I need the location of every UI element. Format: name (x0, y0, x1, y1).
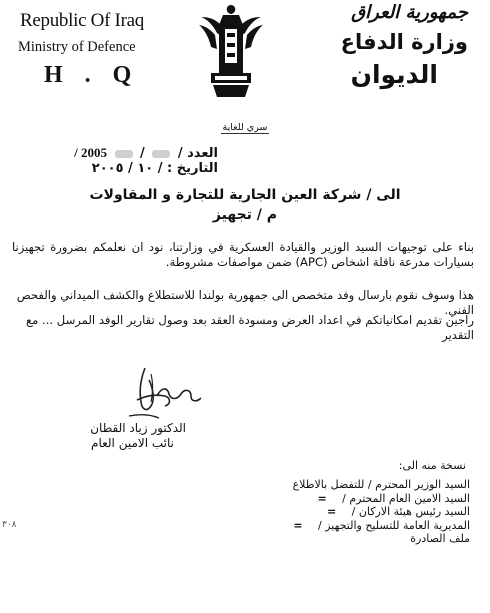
classification-text: سري للغاية (222, 122, 268, 133)
ar-office-name: الديوان (350, 60, 438, 89)
cc-item-label: المديرية العامة للتسليح والتجهيز / (318, 518, 470, 532)
body-paragraph-1: بناء على توجيهات السيد الوزير والقيادة العسكرية في وزارتنا، نود ان نعلمكم بضرورة تجهيزنا بسيارات مدرعة ناقلة اشخاص (APC) ضمن مواصفات مشروطة. (12, 240, 474, 269)
redaction-mark (115, 150, 133, 158)
cc-item (278, 505, 470, 519)
cc-heading: نسخة منه الى: (398, 459, 466, 472)
cc-list (278, 478, 470, 546)
cc-item-mark: = (293, 518, 303, 532)
body-paragraph-3: راجين تقديم امكانياتكم في اعداد العرض ومسودة العقد بعد وصول تقارير الوفد المرسل ... مع التقدير (25, 313, 474, 342)
cc-item (278, 519, 470, 533)
reference-year: 2005 / (74, 145, 107, 160)
cc-item-label: السيد الوزير المحترم / للتفضل بالاطلاع (292, 478, 470, 491)
ar-country-name: جمهورية العراق (351, 2, 468, 23)
reference-number (74, 145, 218, 161)
cc-item-label: السيد رئيس هيئة الاركان / (351, 505, 470, 518)
signatory-name: الدكتور زياد القطان (90, 421, 186, 435)
cc-item (278, 492, 470, 506)
classification-label (0, 122, 490, 134)
body-paragraph-2: هذا وسوف نقوم بارسال وفد متخصص الى جمهورية بولندا للاستطلاع والكشف الميداني والفحص الفني. (16, 288, 474, 317)
reference-number-label: العدد / (177, 146, 218, 161)
cc-item-label: السيد الامين العام المحترم / (342, 491, 470, 505)
cc-item-mark: = (327, 505, 337, 518)
en-ministry-name: Ministry of Defence (18, 39, 136, 55)
en-country-name: Republic Of Iraq (20, 10, 144, 31)
cc-item (278, 532, 470, 546)
cc-item (278, 478, 470, 492)
cc-item-label: ملف الصادرة (410, 532, 470, 545)
subject-line: م / تجهيز (212, 207, 278, 223)
reference-date-label: التاريخ : (167, 161, 218, 176)
en-hq-label: H . Q (44, 62, 140, 88)
margin-mark: ٣٠٨ (2, 520, 17, 530)
reference-date (92, 161, 218, 176)
signatory-title: نائب الامين العام (91, 436, 174, 450)
reference-date-value: / ١٠ / ٢٠٠٥ (91, 161, 163, 176)
reference-separator: / (140, 146, 145, 161)
iraq-eagle-emblem-icon (197, 3, 265, 101)
redaction-mark (152, 150, 170, 158)
addressee-line: الى / شركة العين الجارية للتجارة و المقاولات (89, 187, 401, 203)
cc-item-mark: = (317, 491, 327, 505)
ar-ministry-name: وزارة الدفاع (340, 30, 468, 54)
